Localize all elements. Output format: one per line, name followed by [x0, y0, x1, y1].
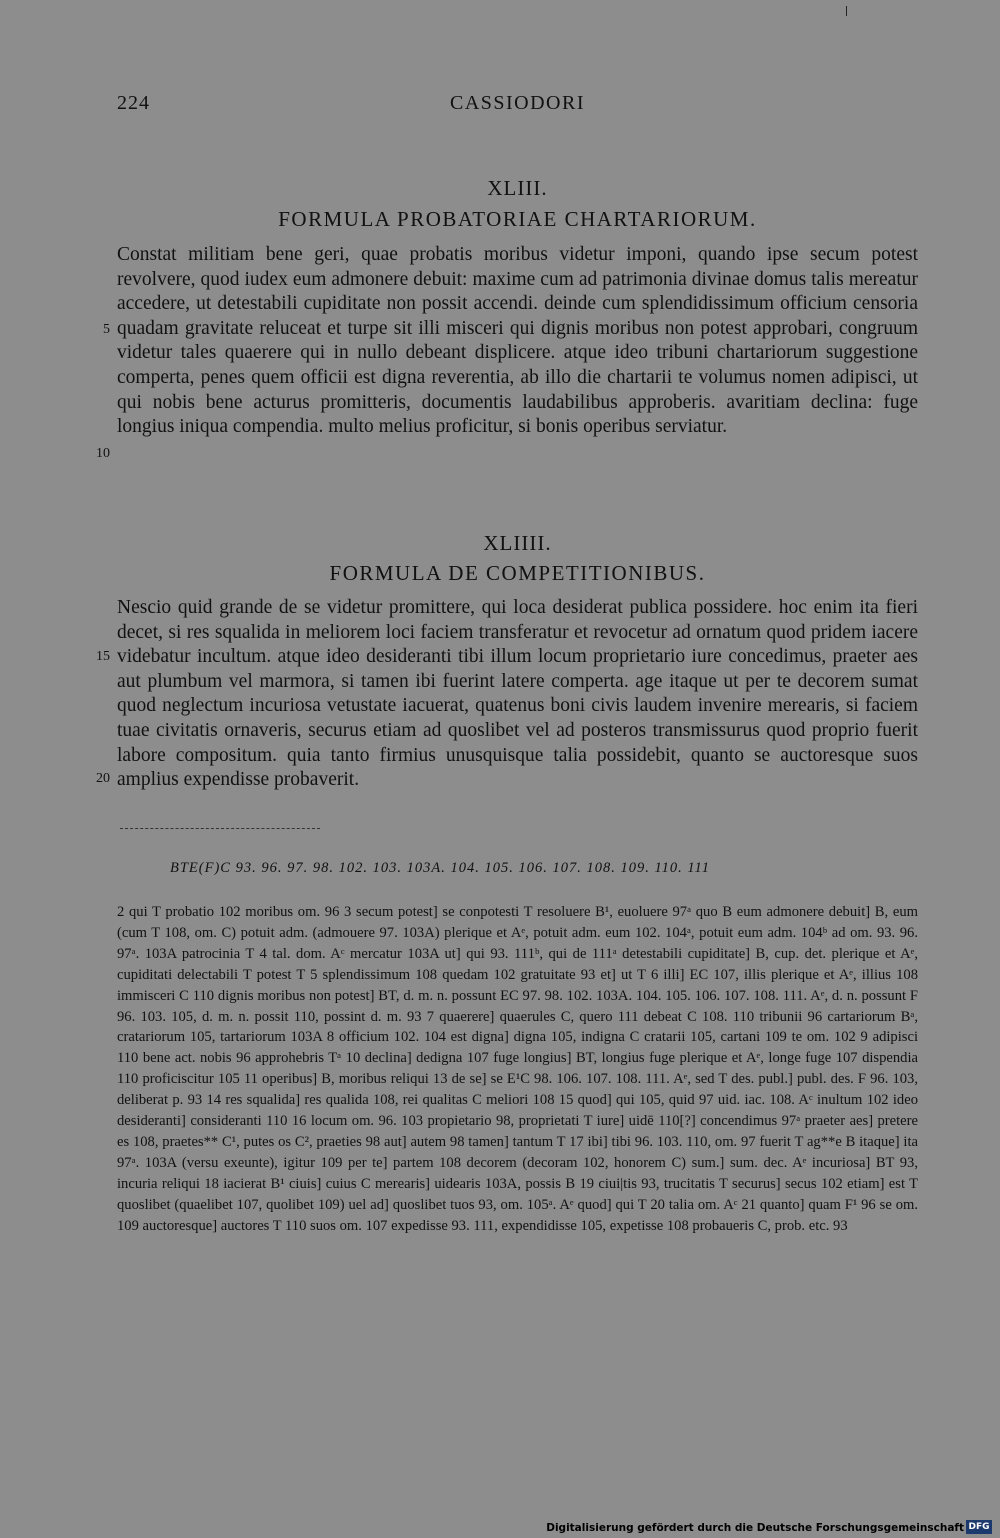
footer-credit: Digitalisierung gefördert durch die Deutsche Forschungsgemeinschaft: [546, 1522, 964, 1534]
scan-mark: [846, 6, 847, 16]
section-title: FORMULA DE COMPETITIONIBUS.: [329, 561, 706, 585]
section-paragraph: Nescio quid grande de se videtur promittere, qui loca desiderat publica possidere. hoc enim ita fieri decet, si res squalida in meliorem loci faciem transferatur et revocetur ad ornatum quod pridem iacere videbatur incultum. atque ideo desideranti tibi illum locum proprietario iure concedimus, praeter aes aut plumbum vel marmora, si tamen ibi fuerint latere comperta. age itaque ut per te decorem sumat quod neglectum incuriosa vetustate iacuerat, quatenus boni civis laudem invenire merearis, si faciem tuae civitatis ornaveris, securus etiam ad quoslibet vel ad posteros transmissurus quod proprio fuerit labore compositum. quia tanto firmius unusquisque talia possidebit, quanto se auctoresque suos amplius expendisse probaverit.: [117, 597, 918, 791]
line-number: 10: [96, 446, 110, 461]
manuscript-sigla: BTE(F)C 93. 96. 97. 98. 102. 103. 103A. 104. 105. 106. 107. 108. 109. 110. 111: [170, 860, 710, 876]
dfg-logo: DFG: [966, 1520, 992, 1534]
section-number: XLIII.: [487, 176, 548, 200]
separator-rule: [120, 828, 320, 829]
running-head: [117, 92, 918, 118]
section-title: FORMULA PROBATORIAE CHARTARIORUM.: [278, 207, 757, 231]
section-paragraph: Constat militiam bene geri, quae probatis moribus videtur imponi, quando ipse secum potest revolvere, quod iudex eum admonere debuit: maxime cum ad patrimonia divinae domus talis mereatur accedere, ut detestabili cupiditate non possit accendi. deinde cum splendidissimum officium censoria quadam gravitate reluceat et turpe sit illi misceri qui dignis moribus non potest approbari, congruum videtur tales quaerere qui in nullo debeant displicere. atque ideo tribuni chartariorum suggestione comperta, penes quem officii est digna reverentia, ab illo die chartarii te volumus nomen adipisci, ut qui nobis bene acturus promitteris, documentis laudabilibus approberis. avaritiam declina: fuge longius iniqua compendia. multo melius proficitur, si bonis operibus serviatur.: [117, 244, 918, 438]
section-number: XLIIII.: [483, 531, 552, 555]
line-number: 20: [96, 771, 110, 786]
page-number: 224: [117, 92, 150, 114]
critical-apparatus: 2 qui T probatio 102 moribus om. 96 3 secum potest] se conpotesti T resoluere B¹, euoluere 97ᵃ quo B eum admonere debuit] B, eum (cum T 108, om. C) potuit adm. (admouere 97. 103A) plerique et Aᵉ, potuit adm. eum 102. 104ᵃ, potuit eum adm. 104ᵇ ad om. 93. 96. 97ᵃ. 103A patrocinia T 4 tal. dom. Aᶜ mercatur 103A ut] qui 93. 111ᵇ, qui de 111ᵃ detestabili cupiditate] B, cup. det. plerique et Aᵉ, cupiditati delectabili T potest T 5 splendissimum 108 quedam 102 gratuitate 93 et] ut T 6 illi] EC 107, illis plerique et Aᵉ, illius 108 immisceri C 110 dignis moribus non potest] BT, d. m. n. possunt EC 97. 98. 102. 103A. 104. 105. 106. 107. 108. 111. Aᵉ, d. n. possunt F 96. 103. 105, d. m. n. possit 110, possint d. m. 93 7 quaerere] quaerules C, quero 111 debeat C 108. 110 tribunii 96 cartariorum Bᵃ, cratariorum 105, tartariorum 103A 8 officium 102. 104 est digna] digna 105, indigna C cratarii 105, cartani 109 te om. 102 9 adipisci 110 bene act. nobis 96 approhebris Tᵃ 10 declina] dedigna 107 fuge longius] BT, longius fuge plerique et Aᵉ, longe fuge 107 dispendia 110 proficiscitur 105 11 operibus] B, moribus reliqui 13 de se] se E¹C 98. 106. 107. 108. 111. Aᵉ, sed T des. publ.] publ. des. F 96. 103, deliberat p. 93 14 res squalida] res qualida 108, rei qualitas C meliori 108 15 quod] qui 105, quid 97 uid. iac. 108. Aᶜ inultum 102 ideo desideranti] consideranti 110 16 locum om. 96. 103 propietario 98, proprietati T iure] uidē 110[?] concendimus 97ᵃ praeter aes] pretere es 108, praetes** C¹, putes os C², praeties 98 aut] autem 98 tamen] tantum T 17 ibi] tibi 96. 103. 110, om. 97 fuerit T ag**e B itaque] ita 97ᵃ. 103A (versu exeunte), igitur 109 per te] partem 108 decorem (decoram 102, honorem C) sum.] sum. dec. Aᵉ incuriosa] BT 93, incuria reliqui 18 iacierat B¹ ciuis] cuius C merearis] uidearis 103A, possis B 19 ciui|tis 93, trucitatis T securus] secus 102 etiam] est T quoslibet (quaelibet 107, quolibet 109) uel ad] quoslibet tuos 93, om. 105ᵃ. Aᵉ quod] qui T 20 talia om. Aᶜ 21 quanto] quam F¹ 96 se om. 109 auctoresque] auctores T 110 suos om. 107 expedisse 93. 111, expendidisse 105, expetisse 108 probaueris C, prob. etc. 93: [117, 904, 918, 1234]
line-number: 5: [103, 322, 110, 337]
line-number: 15: [96, 649, 110, 664]
running-title: CASSIODORI: [449, 92, 586, 114]
